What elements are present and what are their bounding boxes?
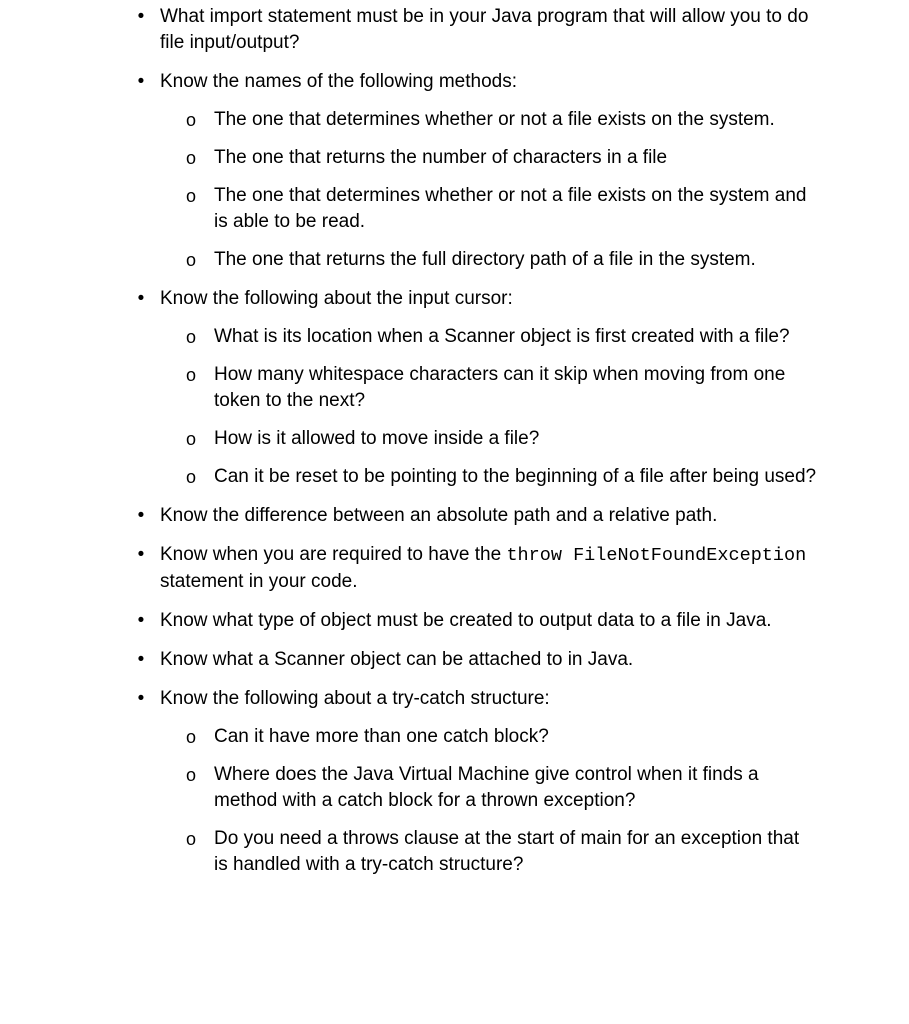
sub-list-item-text: The one that returns the full directory path of a file in the system. bbox=[214, 249, 756, 270]
hollow-bullet-icon bbox=[186, 826, 196, 852]
review-question-list bbox=[0, 4, 909, 878]
sub-list bbox=[160, 107, 809, 273]
list-item bbox=[0, 647, 909, 673]
hollow-bullet-icon bbox=[186, 426, 196, 452]
hollow-bullet-icon bbox=[186, 107, 196, 133]
list-item-text: What import statement must be in your Java program that will allow you to do file input/output? bbox=[160, 6, 809, 53]
bullet-icon bbox=[136, 286, 146, 312]
sub-list-item bbox=[160, 724, 817, 750]
sub-list-item bbox=[160, 183, 817, 235]
list-item bbox=[0, 686, 909, 878]
sub-list-item-text: The one that determines whether or not a file exists on the system and is able to be read. bbox=[214, 185, 807, 232]
hollow-bullet-icon bbox=[186, 247, 196, 273]
hollow-bullet-icon bbox=[186, 762, 196, 788]
list-item-text: Know the following about a try-catch structure: bbox=[160, 688, 550, 709]
list-item bbox=[0, 69, 909, 273]
hollow-bullet-icon bbox=[186, 145, 196, 171]
list-item-text: Know the difference between an absolute path and a relative path. bbox=[160, 505, 718, 526]
list-item bbox=[0, 542, 909, 595]
hollow-bullet-icon bbox=[186, 724, 196, 750]
sub-list-item bbox=[160, 464, 817, 490]
list-item-text: Know what a Scanner object can be attached to in Java. bbox=[160, 649, 634, 670]
list-item bbox=[0, 503, 909, 529]
sub-list bbox=[160, 724, 809, 878]
list-item-text-before: Know when you are required to have the bbox=[160, 544, 507, 565]
sub-list-item-text: Do you need a throws clause at the start of main for an exception that is handled with a try-catch structure? bbox=[214, 828, 800, 875]
document-page bbox=[0, 4, 909, 891]
sub-list-item bbox=[160, 426, 817, 452]
list-item-text: Know what type of object must be created to output data to a file in Java. bbox=[160, 610, 772, 631]
bullet-icon bbox=[136, 647, 146, 673]
bullet-icon bbox=[136, 4, 146, 30]
code-snippet: throw FileNotFoundException bbox=[506, 545, 807, 566]
sub-list bbox=[160, 324, 817, 490]
sub-list-item bbox=[160, 362, 817, 414]
sub-list-item bbox=[160, 107, 817, 133]
sub-list-item-text: How is it allowed to move inside a file? bbox=[214, 428, 540, 449]
sub-list-item-text: Can it be reset to be pointing to the beginning of a file after being used? bbox=[214, 466, 817, 487]
list-item-text: Know the names of the following methods: bbox=[160, 71, 517, 92]
bullet-icon bbox=[136, 608, 146, 634]
sub-list-item-text: The one that determines whether or not a file exists on the system. bbox=[214, 109, 775, 130]
sub-list-item bbox=[160, 826, 817, 878]
list-item-text: Know the following about the input cursor: bbox=[160, 288, 513, 309]
sub-list-item-text: Can it have more than one catch block? bbox=[214, 726, 549, 747]
sub-list-item bbox=[160, 145, 817, 171]
bullet-icon bbox=[136, 542, 146, 568]
hollow-bullet-icon bbox=[186, 464, 196, 490]
hollow-bullet-icon bbox=[186, 324, 196, 350]
list-item bbox=[0, 608, 909, 634]
bullet-icon bbox=[136, 69, 146, 95]
list-item-text-after: statement in your code. bbox=[160, 571, 358, 592]
list-item bbox=[0, 286, 909, 490]
list-item bbox=[0, 4, 909, 56]
sub-list-item-text: How many whitespace characters can it skip when moving from one token to the next? bbox=[214, 364, 786, 411]
sub-list-item-text: The one that returns the number of characters in a file bbox=[214, 147, 668, 168]
sub-list-item bbox=[160, 247, 817, 273]
sub-list-item bbox=[160, 324, 817, 350]
sub-list-item-text: What is its location when a Scanner object is first created with a file? bbox=[214, 326, 790, 347]
bullet-icon bbox=[136, 686, 146, 712]
sub-list-item-text: Where does the Java Virtual Machine give control when it finds a method with a catch block for a thrown exception? bbox=[214, 764, 759, 811]
bullet-icon bbox=[136, 503, 146, 529]
sub-list-item bbox=[160, 762, 817, 814]
hollow-bullet-icon bbox=[186, 183, 196, 209]
hollow-bullet-icon bbox=[186, 362, 196, 388]
